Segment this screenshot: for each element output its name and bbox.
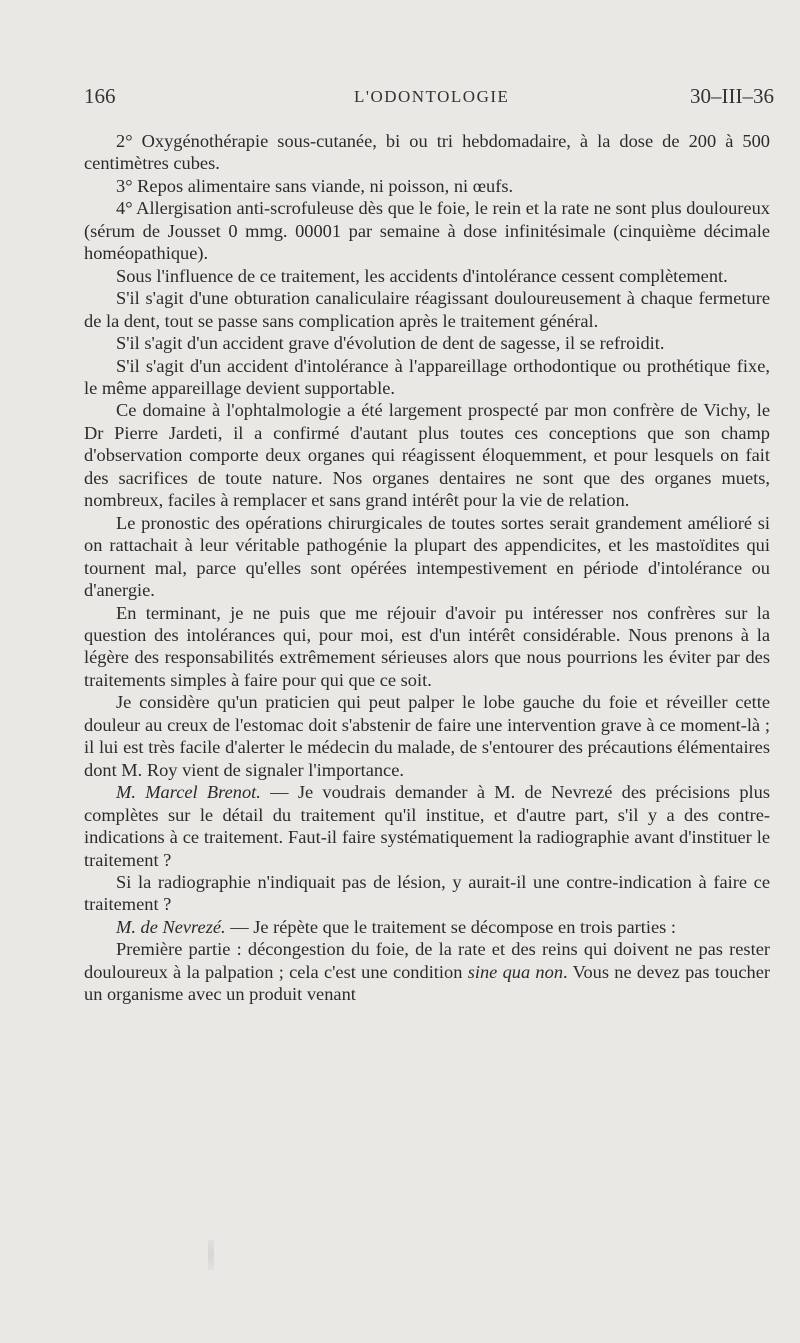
speaker-name: M. Marcel Brenot. — [116, 782, 261, 803]
paragraph: 3° Repos alimentaire sans viande, ni poisson, ni œufs. — [116, 175, 514, 196]
speech-paragraph — [84, 916, 770, 938]
paragraph: Si la radiographie n'indiquait pas de lésion, y aurait-il une contre-indication à faire ce traitement ? — [84, 871, 770, 915]
issue-date: 30–III–36 — [690, 84, 774, 108]
paragraph-text: Première partie : décongestion du foie, de la rate et des reins qui doivent ne pas rester douloureux à la palpation ; cela c'est une condition — [84, 939, 770, 982]
page-blemish — [208, 1240, 214, 1270]
paragraph: 2° Oxygénothérapie sous-cutanée, bi ou tri hebdomadaire, à la dose de 200 à 500 centimètres cubes. — [84, 131, 770, 174]
paragraph: Je considère qu'un praticien qui peut palper le lobe gauche du foie et réveiller cette douleur au creux de l'estomac doit s'abstenir de faire une intervention grave à ce moment-là ; il lui est très facile d'alerter le médecin du malade, de s'entourer des précautions élémentaires dont M. Roy vient de signaler l'importance. — [84, 692, 770, 780]
body-text — [84, 130, 770, 1006]
paragraph: Sous l'influence de ce traitement, les accidents d'intolérance cessent complètement. — [116, 265, 728, 286]
paragraph — [84, 938, 770, 1005]
journal-title: L'ODONTOLOGIE — [354, 87, 510, 106]
paragraph: S'il s'agit d'un accident d'intolérance à l'appareillage orthodontique ou prothétique fixe, le même appareillage devient supportable. — [84, 355, 770, 398]
paragraph: Ce domaine à l'ophtalmologie a été largement prospecté par mon confrère de Vichy, le Dr Pierre Jardeti, il a confirmé d'autant plus toutes ces conceptions que son champ d'observation comporte deux organes qui réagissent éloquemment, et pour lesquels on fait des sacrifices de toute nature. Nos organes dentaires ne sont que des organes muets, nombreux, faciles à remplacer et sans grand intérêt pour la vie de relation. — [84, 400, 770, 511]
speech-text: — Je voudrais demander à M. de Nevrezé des précisions plus complètes sur le détail du traitement qu'il institue, et d'autre part, s'il y a des contre-indications à ce traitement. Faut-il faire systématiquement la radiographie avant d'instituer le traitement ? — [84, 782, 770, 870]
running-header — [84, 84, 774, 112]
speech-paragraph — [84, 781, 770, 871]
speaker-name: M. de Nevrezé. — [116, 916, 226, 937]
latin-phrase: sine qua non — [467, 961, 564, 982]
paragraph: En terminant, je ne puis que me réjouir d'avoir pu intéresser nos confrères sur la question des intolérances qui, pour moi, est d'un intérêt considérable. Nous prenons à la légère des responsabilités extrêmement sérieuses alors que nous pourrions les éviter par des traitements simples à faire pour qui que ce soit. — [84, 602, 770, 690]
paragraph: S'il s'agit d'une obturation canaliculaire réagissant douloureusement à chaque fermeture de la dent, tout se passe sans complication après le traitement général. — [84, 288, 770, 331]
paragraph: 4° Allergisation anti-scrofuleuse dès que le foie, le rein et la rate ne sont plus douloureux (sérum de Jousset 0 mmg. 00001 par semaine à dose infinitésimale (cinquième décimale homéopathique). — [84, 198, 770, 264]
speech-text: — Je répète que le traitement se décompose en trois parties : — [225, 916, 677, 937]
paragraph: S'il s'agit d'un accident grave d'évolution de dent de sagesse, il se refroidit. — [116, 333, 665, 354]
page-number: 166 — [84, 84, 116, 108]
paragraph: Le pronostic des opérations chirurgicales de toutes sortes serait grandement amélioré si on rattachait à leur véritable pathogénie la plupart des appendicites, et les mastoïdites qui tournent mal, parce qu'elles sont opérées intempestivement en période d'intolérance ou d'anergie. — [84, 512, 770, 601]
paragraph-text: . Vous ne devez pas toucher un organisme avec un produit venant — [84, 961, 770, 1005]
